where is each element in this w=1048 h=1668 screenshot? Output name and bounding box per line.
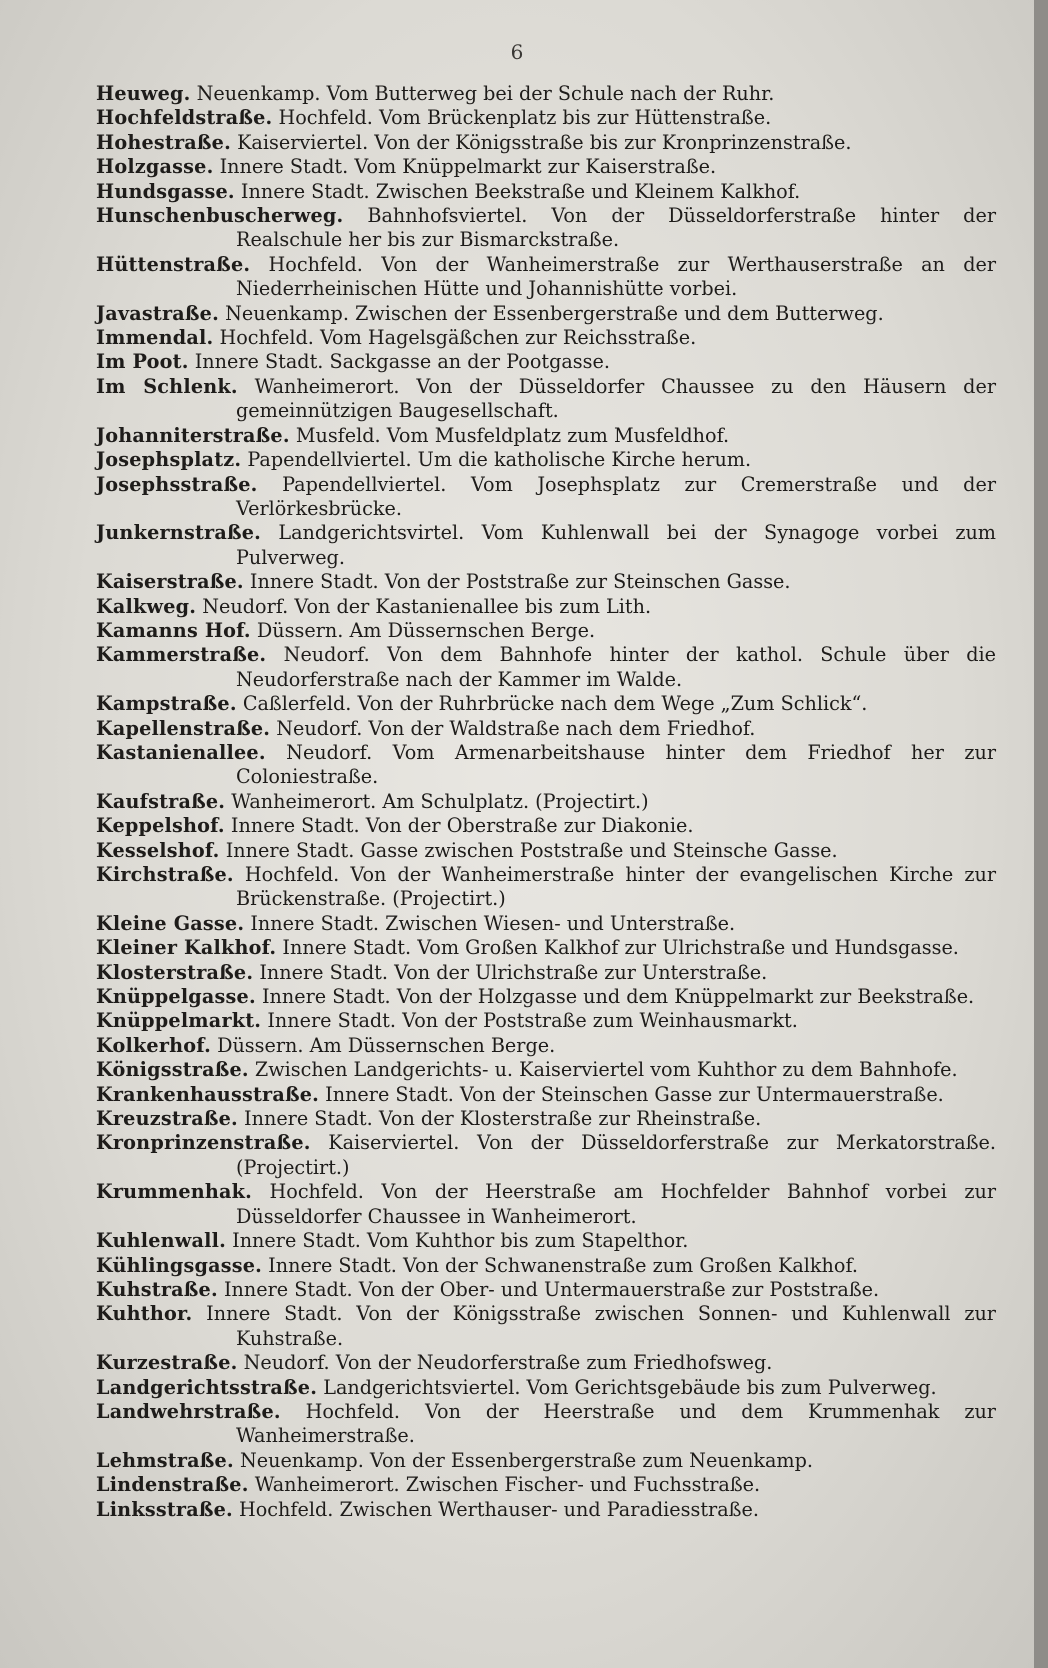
street-entry (96, 82, 996, 106)
street-entry (96, 473, 996, 522)
street-entry (96, 717, 996, 741)
street-entry (96, 790, 996, 814)
street-description: Zwischen Werthauser- und Paradiesstraße. (339, 1497, 759, 1521)
street-entry (96, 180, 996, 204)
street-district: Neudorf. (243, 1351, 330, 1375)
street-name: Junkernstraße. (96, 521, 262, 545)
street-entry (96, 595, 996, 619)
street-entry (96, 131, 996, 155)
street-entry (96, 1229, 996, 1253)
street-entry (96, 1107, 996, 1131)
street-name: Kreuzstraße. (96, 1107, 238, 1131)
street-entry (96, 692, 996, 716)
street-entry (96, 1180, 996, 1229)
street-entry (96, 106, 996, 130)
street-name: Kesselshof. (96, 838, 220, 862)
street-description: Am Düssernschen Berge. (309, 1033, 556, 1057)
street-name: Landgerichtsstraße. (96, 1375, 318, 1399)
street-name: Klosterstraße. (96, 960, 254, 984)
street-description: Am Düssernschen Berge. (349, 618, 596, 642)
street-description: Von der Düsseldorfer Chaussee zu den Häusern der gemeinnützigen Baugesellschaft. (236, 374, 996, 423)
street-district: Düssern. (217, 1033, 304, 1057)
street-description: Vom Hagelsgäßchen zur Reichsstraße. (319, 326, 697, 350)
street-entry (96, 302, 996, 326)
street-entry (96, 814, 996, 838)
street-description: Von der Poststraße zur Steinschen Gasse. (384, 570, 791, 594)
street-description: Vom Kuhthor bis zum Stapelthor. (366, 1229, 689, 1253)
street-district: Papendellviertel. (247, 448, 412, 472)
street-name: Hundsgasse. (96, 179, 235, 203)
street-description: Vom Gerichtsgebäude bis zum Pulverweg. (526, 1375, 937, 1399)
street-entry (96, 1058, 996, 1082)
street-entry (96, 204, 996, 253)
street-entry (96, 643, 996, 692)
street-district: Landgerichtsviertel. (323, 1375, 521, 1399)
street-description: Von der Klosterstraße zur Rheinstraße. (378, 1107, 762, 1131)
street-name: Hohestraße. (96, 130, 231, 154)
street-name: Kampstraße. (96, 692, 237, 716)
street-name: Linksstraße. (96, 1497, 233, 1521)
street-name: Königsstraße. (96, 1058, 249, 1082)
street-district: Innere Stadt. (250, 911, 379, 935)
street-district: Innere Stadt. (225, 838, 355, 862)
street-description: Vom Musfeldplatz zum Musfeldhof. (386, 423, 730, 447)
street-name: Kleiner Kalkhof. (96, 936, 277, 960)
street-entry (96, 619, 996, 643)
street-description: Sackgasse an der Pootgasse. (329, 350, 610, 374)
street-district: Hochfeld. (219, 326, 314, 350)
street-directory-list (96, 82, 996, 1522)
street-name: Kastanienallee. (96, 740, 266, 764)
street-name: Kalkweg. (96, 594, 197, 618)
street-district: Hochfeld. (244, 863, 340, 886)
street-description: Von der Königsstraße zwischen Sonnen- und Kuhlenwall zur Kuhstraße. (236, 1302, 996, 1350)
street-district: Hochfeld. (278, 106, 373, 130)
street-district: Landgerichtsvirtel. (278, 521, 465, 545)
street-entry (96, 570, 996, 594)
street-name: Immendal. (96, 326, 214, 350)
street-district: Hochfeld. (239, 1497, 334, 1521)
street-entry (96, 521, 996, 570)
street-description: Von der Düsseldorferstraße zur Merkatorstraße. (Projectirt.) (236, 1131, 996, 1179)
street-district: Hochfeld. (268, 252, 363, 276)
street-name: Knüppelgasse. (96, 985, 256, 1009)
street-entry (96, 375, 996, 424)
street-district: Innere Stadt. (206, 1302, 343, 1326)
street-district: Kaiserviertel. (328, 1131, 460, 1155)
street-description: Von der Ulrichstraße zur Unterstraße. (394, 960, 768, 984)
street-description: Zwischen Fischer- und Fuchsstraße. (405, 1473, 761, 1497)
street-name: Holzgasse. (96, 155, 214, 179)
street-name: Krankenhausstraße. (96, 1082, 320, 1106)
street-district: Neudorf. (286, 740, 373, 764)
street-description: Vom Josephsplatz zur Cremerstraße und der Verlörkesbrücke. (236, 472, 996, 520)
street-district: Papendellviertel. (282, 472, 447, 496)
street-entry (96, 1376, 996, 1400)
street-name: Kühlingsgasse. (96, 1253, 263, 1277)
street-description: Von der Poststraße zum Weinhausmarkt. (402, 1009, 798, 1033)
street-name: Kurzestraße. (96, 1351, 238, 1375)
street-description: Von der Königsstraße bis zur Kronprinzenstraße. (374, 130, 852, 154)
street-entry (96, 1278, 996, 1302)
street-entry (96, 350, 996, 374)
street-entry (96, 1009, 996, 1033)
street-entry (96, 1034, 996, 1058)
street-district: Neudorf. (276, 716, 363, 740)
street-name: Kammerstraße. (96, 643, 267, 667)
street-district: Neudorf. (283, 643, 370, 667)
street-name: Lindenstraße. (96, 1473, 249, 1497)
street-name: Josephsplatz. (96, 448, 242, 472)
street-entry (96, 1473, 996, 1497)
street-description: Vom Knüppelmarkt zur Kaiserstraße. (354, 155, 717, 179)
street-name: Kirchstraße. (96, 863, 234, 886)
street-name: Kuhlenwall. (96, 1229, 227, 1253)
street-name: Im Schlenk. (96, 374, 238, 398)
street-description: Vom Kuhlenwall bei der Synagoge vorbei zum Pulverweg. (236, 521, 996, 569)
street-name: Kapellenstraße. (96, 716, 271, 740)
street-name: Kaiserstraße. (96, 570, 244, 594)
street-district: Innere Stadt. (249, 570, 379, 594)
street-description: Vom Armenarbeitshause hinter dem Friedhof her zur Coloniestraße. (236, 740, 996, 789)
street-name: Kleine Gasse. (96, 911, 245, 935)
street-description: Von der Ruhrbrücke nach dem Wege „Zum Schlick“. (357, 692, 868, 716)
street-district: Innere Stadt. (261, 985, 391, 1009)
street-description: Um die katholische Kirche herum. (417, 448, 752, 472)
street-entry (96, 326, 996, 350)
street-description: Von der Neudorferstraße zum Friedhofsweg. (335, 1351, 773, 1375)
street-description: Von der Waldstraße nach dem Friedhof. (368, 716, 756, 740)
street-entry (96, 1302, 996, 1351)
street-district: Neuenkamp. (239, 1448, 364, 1472)
street-name: Keppelshof. (96, 814, 225, 838)
street-district: Wanheimerort. (231, 789, 377, 813)
street-district: Wanheimerort. (254, 1473, 400, 1497)
street-district: Innere Stadt. (259, 960, 388, 984)
street-district: Innere Stadt. (268, 1253, 397, 1277)
street-district: Bahnhofsviertel. (367, 204, 528, 228)
street-description: Zwischen Landgerichts- u. Kaiserviertel vom Kuhthor zu dem Bahnhofe. (254, 1058, 958, 1082)
street-description: Zwischen Beekstraße und Kleinem Kalkhof. (375, 179, 801, 203)
street-entry (96, 1400, 996, 1449)
street-description: Zwischen der Essenbergerstraße und dem Butterweg. (355, 301, 884, 325)
street-district: Wanheimerort. (254, 374, 400, 398)
street-entry (96, 1083, 996, 1107)
street-district: Innere Stadt. (244, 1107, 373, 1131)
street-district: Innere Stadt. (230, 814, 360, 838)
street-name: Josephsstraße. (96, 472, 258, 496)
street-description: Von der Essenbergerstraße zum Neuenkamp. (369, 1448, 814, 1472)
street-entry (96, 1449, 996, 1473)
street-entry (96, 961, 996, 985)
street-district: Innere Stadt. (325, 1082, 454, 1106)
street-description: Von der Ober- und Untermauerstraße zur Poststraße. (358, 1277, 880, 1301)
street-description: Vom Brückenplatz bis zur Hüttenstraße. (379, 106, 772, 130)
street-entry (96, 1254, 996, 1278)
street-description: Von der Holzgasse und dem Knüppelmarkt zur Beekstraße. (396, 985, 975, 1009)
street-district: Innere Stadt. (282, 936, 412, 960)
street-name: Kuhstraße. (96, 1277, 218, 1301)
street-district: Hochfeld. (269, 1180, 364, 1204)
street-name: Im Poot. (96, 350, 189, 374)
street-entry (96, 985, 996, 1009)
street-district: Musfeld. (295, 423, 381, 447)
street-description: Von der Wanheimerstraße hinter der evangelischen Kirche zur Brückenstraße. (Projectirt.) (236, 863, 996, 911)
street-name: Heuweg. (96, 82, 191, 105)
street-entry (96, 424, 996, 448)
street-description: Von der Heerstraße am Hochfelder Bahnhof vorbei zur Düsseldorfer Chaussee in Wanheimerort. (236, 1180, 996, 1228)
street-name: Knüppelmarkt. (96, 1009, 262, 1033)
street-name: Hüttenstraße. (96, 252, 251, 276)
street-district: Innere Stadt. (219, 155, 349, 179)
street-entry (96, 936, 996, 960)
street-name: Lehmstraße. (96, 1448, 234, 1472)
street-district: Innere Stadt. (232, 1229, 361, 1253)
street-name: Hochfeldstraße. (96, 106, 273, 130)
street-name: Javastraße. (96, 301, 219, 325)
street-description: Am Schulplatz. (Projectirt.) (382, 789, 649, 813)
street-description: Von dem Bahnhofe hinter der kathol. Schule über die Neudorferstraße nach der Kammer im Walde. (236, 643, 996, 691)
street-name: Kronprinzenstraße. (96, 1131, 311, 1155)
street-name: Kaufstraße. (96, 789, 226, 813)
street-district: Caßlerfeld. (242, 692, 352, 716)
street-name: Kamanns Hof. (96, 618, 251, 642)
street-description: Von der Wanheimerstraße zur Werthauserstraße an der Niederrheinischen Hütte und Johannishütte vorbei. (236, 252, 996, 301)
street-description: Von der Schwanenstraße zum Großen Kalkhof. (402, 1253, 858, 1277)
street-name: Landwehrstraße. (96, 1399, 281, 1423)
street-district: Neuenkamp. (196, 82, 321, 105)
street-district: Düssern. (256, 618, 344, 642)
street-district: Kaiserviertel. (237, 130, 369, 154)
street-entry (96, 448, 996, 472)
street-entry (96, 1131, 996, 1180)
street-entry (96, 912, 996, 936)
street-district: Innere Stadt. (267, 1009, 396, 1033)
street-district: Neuenkamp. (225, 301, 349, 325)
page-number: 6 (510, 40, 524, 64)
street-description: Von der Steinschen Gasse zur Untermauerstraße. (459, 1082, 944, 1106)
street-entry (96, 1498, 996, 1522)
street-description: Vom Butterweg bei der Schule nach der Ruhr. (326, 82, 775, 105)
street-district: Innere Stadt. (223, 1277, 353, 1301)
street-description: Von der Düsseldorferstraße hinter der Realschule her bis zur Bismarckstraße. (236, 204, 996, 252)
street-description: Zwischen Wiesen- und Unterstraße. (385, 911, 736, 935)
street-district: Hochfeld. (305, 1399, 401, 1423)
street-name: Johanniterstraße. (96, 423, 290, 447)
street-entry (96, 863, 996, 912)
street-name: Kuhthor. (96, 1302, 193, 1326)
street-entry (96, 253, 996, 302)
street-name: Krummenhak. (96, 1180, 253, 1204)
street-entry (96, 741, 996, 790)
street-description: Von der Kastanienallee bis zum Lith. (294, 594, 652, 618)
street-district: Innere Stadt. (194, 350, 324, 374)
street-description: Von der Oberstraße zur Diakonie. (365, 814, 694, 838)
street-district: Innere Stadt. (240, 179, 370, 203)
street-entry (96, 1351, 996, 1375)
street-description: Vom Großen Kalkhof zur Ulrichstraße und Hundsgasse. (417, 936, 959, 960)
street-district: Neudorf. (202, 594, 289, 618)
street-entry (96, 839, 996, 863)
street-description: Von der Heerstraße und dem Krummenhak zur Wanheimerstraße. (236, 1399, 996, 1448)
street-description: Gasse zwischen Poststraße und Steinsche Gasse. (360, 838, 838, 862)
street-name: Kolkerhof. (96, 1033, 211, 1057)
street-name: Hunschenbuscherweg. (96, 204, 344, 228)
street-entry (96, 155, 996, 179)
